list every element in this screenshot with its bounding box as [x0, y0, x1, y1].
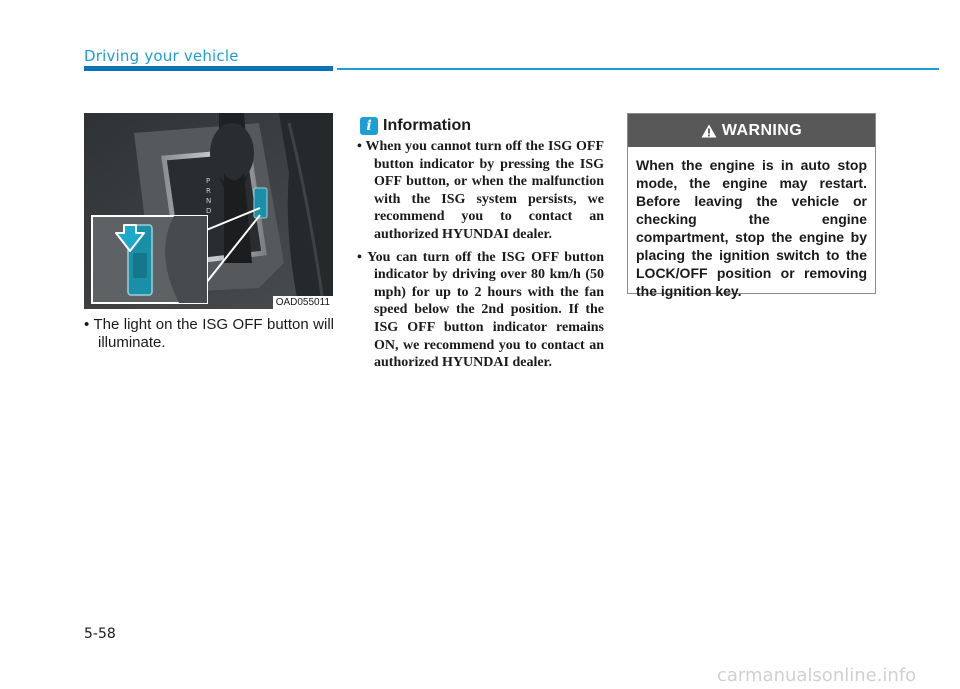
shift-letter-p: P — [206, 177, 211, 185]
information-list — [357, 138, 604, 377]
warning-header — [628, 114, 875, 147]
information-title: Information — [383, 117, 471, 134]
information-item-1: • When you cannot turn off the ISG OFF button indicator by pressing the ISG OFF button, or when the malfunction with the ISG system persists, we recommend you to contact an authorized HYUNDAI dealer. — [357, 139, 604, 242]
console-photo — [84, 113, 333, 309]
watermark: carmanualsonline.info — [717, 665, 917, 686]
information-item-2: • You can turn off the ISG OFF button indicator by driving over 80 km/h (50 mph) for up to 2 hours with the fan speed below the 2nd position. If the ISG OFF button indicator remains ON, we recommend you to contact an authorized HYUNDAI dealer. — [357, 249, 604, 371]
bullet-isg-light-text: The light on the ISG OFF button will illuminate. — [93, 316, 334, 351]
information-header — [360, 115, 471, 137]
figure-code: OAD055011 — [273, 296, 333, 309]
warning-box — [627, 113, 876, 299]
section-title: Driving your vehicle — [84, 47, 239, 65]
header-bar-dark — [84, 66, 333, 71]
information-icon: i — [360, 117, 378, 135]
information-item-2-text: You can turn off the ISG OFF button indicator by driving over 80 km/h (50 mph) for up to 2 hours with the fan speed below the 2nd position. If the ISG OFF button indicator remains ON, we recommend you to contact an authorized HYUNDAI dealer. — [367, 249, 604, 371]
console-illustration — [84, 113, 333, 309]
warning-text: When the engine is in auto stop mode, the engine may restart. Before leaving the vehicle or checking the engine compartment, stop the engine by placing the ignition switch to the LOCK/OFF position or removing the ignition key. — [636, 157, 867, 299]
bullet-isg-light: • The light on the ISG OFF button will illuminate. — [84, 316, 334, 351]
shift-letter-r: R — [206, 187, 211, 195]
information-item-1-text: When you cannot turn off the ISG OFF button indicator by pressing the ISG OFF button, or when the malfunction with the ISG system persists, we recommend you to contact an authorized HYUNDAI dealer. — [365, 139, 604, 242]
isg-button-small — [254, 188, 267, 218]
shift-letter-n: N — [206, 197, 212, 205]
page-number: 5-58 — [84, 626, 116, 642]
warning-triangle-icon — [701, 124, 717, 138]
warning-title: WARNING — [721, 121, 803, 139]
header-bar-light — [337, 68, 939, 70]
shift-letter-d: D — [206, 207, 212, 215]
